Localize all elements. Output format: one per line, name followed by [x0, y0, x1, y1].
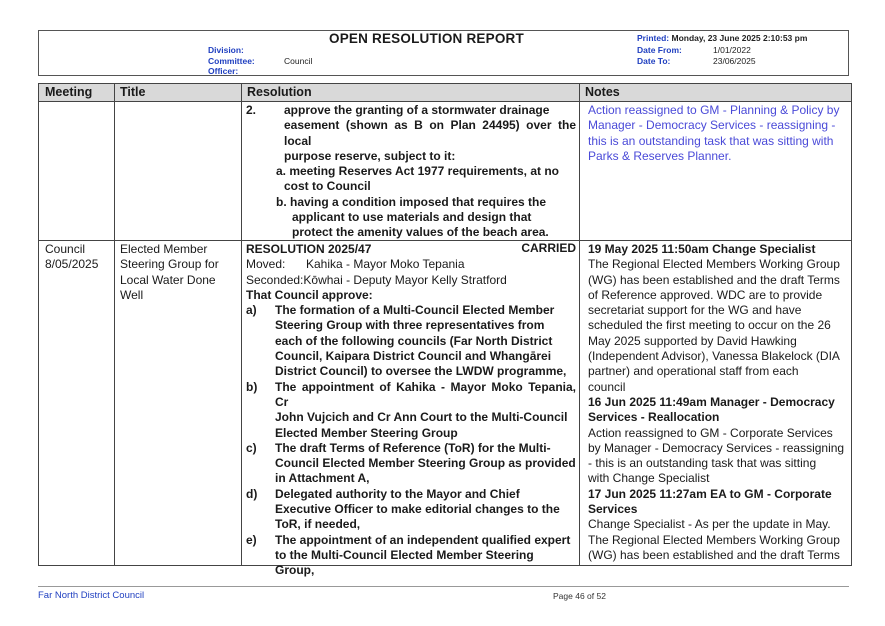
note-line: Action reassigned to GM - Planning & Policy by: [588, 103, 840, 117]
resolution-heading: RESOLUTION 2025/47: [246, 242, 372, 256]
meeting-date: 8/05/2025: [45, 257, 99, 272]
notes-row1: [588, 103, 848, 164]
date-from-value: 1/01/2022: [713, 45, 751, 55]
note-line: - this is an outstanding task that was sitting: [588, 456, 817, 471]
sub-item-b: b. having a condition imposed that requires the: [276, 194, 547, 209]
title-line: Steering Group for: [120, 257, 219, 272]
resolution-cell: [246, 242, 576, 579]
title-cell: [120, 242, 238, 303]
note-line: The Regional Elected Members Working Group: [588, 532, 840, 547]
report-title: OPEN RESOLUTION REPORT: [329, 31, 524, 46]
committee-value: Council: [284, 56, 313, 66]
report-header: [38, 30, 849, 76]
note-heading: 17 Jun 2025 11:27am EA to GM - Corporate: [588, 486, 832, 501]
moved-label: Moved:: [246, 257, 286, 272]
column-header-notes: Notes: [579, 84, 851, 102]
note-heading: Services - Reallocation: [588, 410, 720, 425]
column-header-meeting: Meeting: [39, 84, 114, 102]
sub-item-a: cost to Council: [284, 179, 371, 194]
note-heading: 16 Jun 2025 11:49am Manager - Democracy: [588, 394, 835, 409]
moved-line: [246, 257, 576, 272]
seconded-line: [246, 273, 576, 288]
note-line: (Independent Advisor), Vanessa Blakelock (DIA: [588, 349, 840, 364]
column-divider: [241, 84, 242, 565]
note-line: council: [588, 379, 626, 394]
title-line: Local Water Done: [120, 272, 216, 287]
moved-value: Kahika - Mayor Moko Tepania: [306, 257, 465, 272]
carried-label: CARRIED: [521, 240, 576, 255]
note-line: Change Specialist - As per the update in May.: [588, 517, 831, 532]
sub-item-a: a. meeting Reserves Act 1977 requirements, at no: [276, 164, 560, 179]
resolution-item-d: d) Delegated authority to the Mayor and Chief Executive Officer to make editorial changes to the ToR, if needed,: [246, 486, 560, 532]
meeting-name: Council: [45, 242, 86, 256]
note-heading: Services: [588, 502, 638, 517]
printed-value: Monday, 23 June 2025 2:10:53 pm: [671, 33, 808, 43]
title-line: Well: [120, 287, 144, 302]
title-line: Elected Member: [120, 242, 208, 256]
note-line: Action reassigned to GM - Corporate Services: [588, 425, 833, 440]
date-to-value: 23/06/2025: [713, 56, 756, 66]
officer-label: Officer:: [208, 66, 239, 76]
date-from-label: Date From:: [637, 45, 682, 55]
division-label: Division:: [208, 45, 244, 55]
approve-line: That Council approve:: [246, 287, 373, 302]
footer-divider: [38, 586, 849, 587]
printed-label: Printed:: [637, 33, 670, 43]
printed-info: [637, 33, 807, 43]
resolution-continuation: [246, 103, 576, 256]
note-line: scheduled the first meeting to occur on the 26: [588, 318, 831, 333]
column-header-resolution: Resolution: [241, 84, 579, 102]
sub-item-b: applicant to use materials and design that: [292, 210, 532, 225]
page-number: Page 46 of 52: [553, 591, 606, 601]
note-line: of Reference approved. WDC are to provide: [588, 287, 823, 302]
notes-row2: [588, 242, 850, 563]
note-line: this is an outstanding task that was sitting with: [588, 133, 834, 148]
note-line: partner) and operational staff from each: [588, 364, 799, 379]
resolution-item-e: e) The appointment of an independent qualified expert to the Multi-Council Elected Member Steering Group,: [246, 532, 571, 578]
note-line: by Manager - Democracy Services - reassigning: [588, 440, 845, 455]
resolution-table: [38, 83, 852, 578]
note-line: with Change Specialist: [588, 471, 710, 486]
resolution-item-a: a) The formation of a Multi-Council Elected Member Steering Group with three representatives from each of the following councils (Far North District Council, Kaipara District Council and Whangārei District Council) to oversee the LWDW programme,: [246, 303, 567, 379]
resolution-item-line: approve the granting of a stormwater drainage: [284, 103, 550, 117]
note-line: The Regional Elected Members Working Group: [588, 257, 840, 272]
meeting-cell: [45, 242, 113, 273]
seconded-label: Seconded:: [246, 272, 304, 287]
note-line: (WG) has been established and the draft Terms: [588, 272, 840, 287]
resolution-item-c: c) The draft Terms of Reference (ToR) for the Multi- Council Elected Member Steering Group as provided in Attachment A,: [246, 440, 576, 486]
resolution-item-b: b) The appointment of Kahika - Mayor Moko Tepania, Cr John Vujcich and Cr Ann Court to the Multi-Council Elected Member Steering Group: [246, 379, 576, 440]
resolution-item-line: purpose reserve, subject to it:: [284, 148, 456, 163]
sub-item-b: protect the amenity values of the beach area.: [292, 225, 549, 240]
column-divider: [114, 84, 115, 565]
seconded-value: Kōwhai - Deputy Mayor Kelly Stratford: [303, 272, 507, 287]
column-header-title: Title: [114, 84, 241, 102]
note-line: Manager - Democracy Services - reassigning -: [588, 118, 836, 133]
note-line: May 2025 supported by David Hawking: [588, 333, 797, 348]
date-to-label: Date To:: [637, 56, 671, 66]
note-line: secretariat support for the WG and have: [588, 303, 802, 318]
note-heading: 19 May 2025 11:50am Change Specialist: [588, 242, 816, 256]
footer-organisation: Far North District Council: [38, 590, 145, 601]
resolution-item-line: easement (shown as B on Plan 24495) over the local: [284, 118, 576, 148]
column-divider: [579, 84, 580, 565]
note-line: Parks & Reserves Planner.: [588, 148, 732, 163]
resolution-item-number: 2.: [246, 103, 257, 117]
note-line: (WG) has been established and the draft Terms: [588, 547, 840, 562]
committee-label: Committee:: [208, 56, 255, 66]
